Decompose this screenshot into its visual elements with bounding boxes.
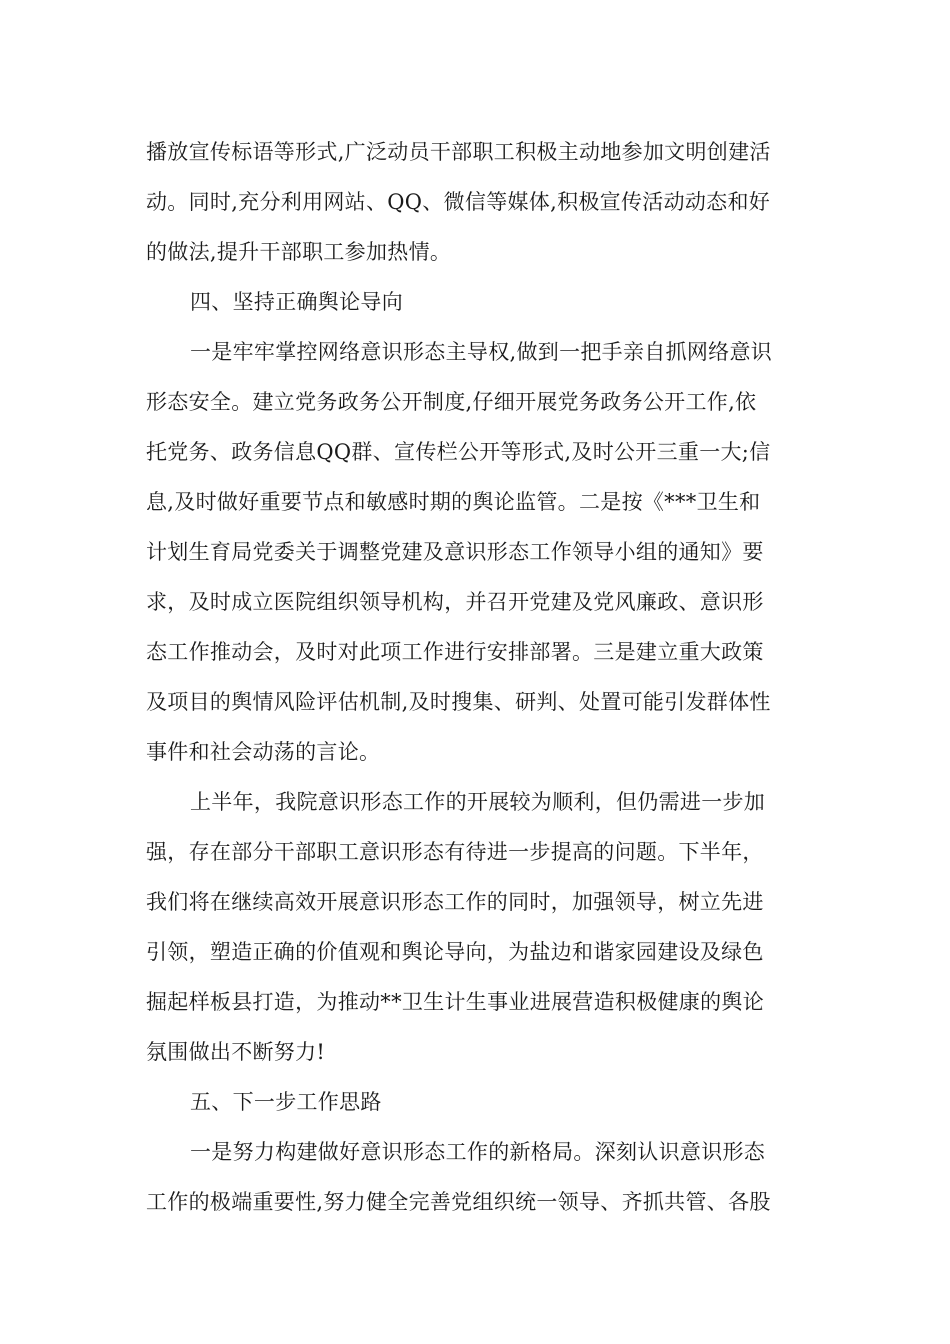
paragraph-line: 及项目的舆情风险评估机制,及时搜集、研判、处置可能引发群体性	[146, 690, 771, 714]
paragraph-line: 计划生育局党委关于调整党建及意识形态工作领导小组的通知》要	[146, 540, 764, 564]
paragraph-line: 引领，塑造正确的价值观和舆论导向，为盐边和谐家园建设及绿色	[146, 940, 764, 964]
paragraph-line: 态工作推动会，及时对此项工作进行安排部署。三是建立重大政策	[146, 640, 764, 664]
paragraph-line: 形态安全。建立党务政务公开制度,仔细开展党务政务公开工作,依	[146, 390, 757, 414]
paragraph-line: 的做法,提升干部职工参加热情。	[146, 240, 452, 264]
paragraph-line: 事件和社会动荡的言论。	[146, 740, 381, 764]
paragraph-line: 一是努力构建做好意识形态工作的新格局。深刻认识意识形态	[190, 1140, 766, 1164]
paragraph-line: 一是牢牢掌控网络意识形态主导权,做到一把手亲自抓网络意识	[190, 340, 773, 364]
section-heading: 四、坚持正确舆论导向	[190, 290, 403, 314]
paragraph-line: 我们将在继续高效开展意识形态工作的同时，加强领导，树立先进	[146, 890, 764, 914]
section-heading: 五、下一步工作思路	[190, 1090, 382, 1114]
paragraph-line: 强，存在部分干部职工意识形态有待进一步提高的问题。下半年，	[146, 840, 764, 864]
paragraph-line: 求，及时成立医院组织领导机构，并召开党建及党风廉政、意识形	[146, 590, 764, 614]
paragraph-line: 工作的极端重要性,努力健全完善党组织统一领导、齐抓共管、各股	[146, 1190, 771, 1214]
paragraph-line: 掘起样板县打造，为推动**卫生计生事业进展营造积极健康的舆论	[146, 990, 764, 1014]
paragraph-line: 播放宣传标语等形式,广泛动员干部职工积极主动地参加文明创建活	[146, 140, 771, 164]
paragraph-line: 息,及时做好重要节点和敏感时期的舆论监管。二是按《***卫生和	[146, 490, 761, 514]
paragraph-line: 动。同时,充分利用网站、QQ、微信等媒体,积极宣传活动动态和好	[146, 190, 771, 214]
paragraph-line: 氛围做出不断努力!	[146, 1040, 326, 1064]
paragraph-line: 上半年，我院意识形态工作的开展较为顺利，但仍需进一步加	[190, 790, 766, 814]
paragraph-line: 托党务、政务信息QQ群、宣传栏公开等形式,及时公开三重一大;信	[146, 440, 771, 464]
